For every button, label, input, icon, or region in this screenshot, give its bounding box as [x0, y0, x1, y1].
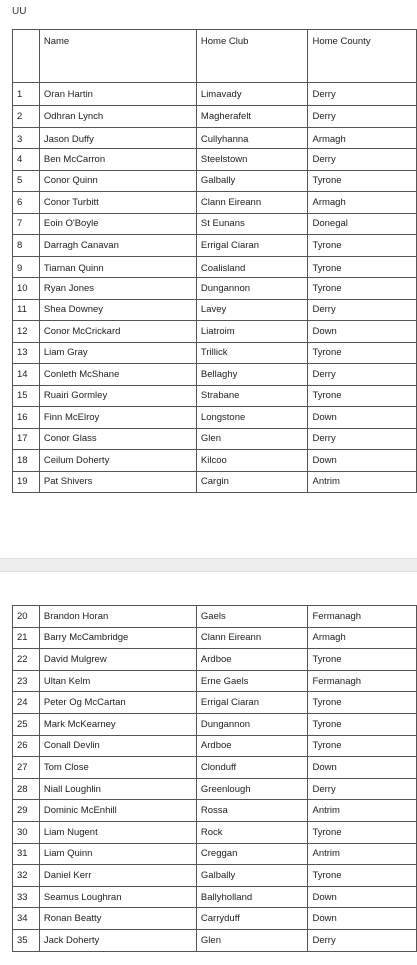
table-row	[13, 843, 417, 865]
player-number: 7	[13, 213, 40, 235]
home-county: Tyrone	[308, 649, 417, 671]
home-county: Derry	[308, 929, 417, 951]
table-row	[13, 213, 417, 235]
home-county: Derry	[308, 149, 417, 171]
home-club: Trillick	[196, 342, 308, 364]
player-name: Jason Duffy	[39, 127, 196, 149]
home-club: Creggan	[196, 843, 308, 865]
home-county: Tyrone	[308, 865, 417, 887]
table-row	[13, 929, 417, 951]
table-row	[13, 606, 417, 628]
player-name: Conor Turbitt	[39, 192, 196, 214]
player-name: Shea Downey	[39, 299, 196, 321]
player-name: Jack Doherty	[39, 929, 196, 951]
home-county: Down	[308, 321, 417, 343]
header-home-club: Home Club	[196, 30, 308, 83]
table-row	[13, 235, 417, 257]
player-name: Liam Gray	[39, 342, 196, 364]
player-number: 25	[13, 713, 40, 735]
player-number: 30	[13, 821, 40, 843]
home-club: Errigal Ciaran	[196, 235, 308, 257]
player-name: Mark McKearney	[39, 713, 196, 735]
player-name: Daniel Kerr	[39, 865, 196, 887]
table-row	[13, 385, 417, 407]
player-name: Tom Close	[39, 757, 196, 779]
table-row	[13, 692, 417, 714]
home-county: Down	[308, 886, 417, 908]
table-row	[13, 106, 417, 128]
player-name: Conall Devlin	[39, 735, 196, 757]
table-row	[13, 627, 417, 649]
home-club: Clonduff	[196, 757, 308, 779]
home-club: Ardboe	[196, 735, 308, 757]
home-county: Derry	[308, 428, 417, 450]
player-number: 22	[13, 649, 40, 671]
table-row	[13, 649, 417, 671]
table-row	[13, 778, 417, 800]
table-row	[13, 149, 417, 171]
home-county: Antrim	[308, 471, 417, 493]
player-number: 20	[13, 606, 40, 628]
home-club: Bellaghy	[196, 364, 308, 386]
home-county: Derry	[308, 299, 417, 321]
home-county: Antrim	[308, 800, 417, 822]
home-club: Lavey	[196, 299, 308, 321]
table-row	[13, 800, 417, 822]
home-club: Longstone	[196, 407, 308, 429]
player-number: 14	[13, 364, 40, 386]
table-row	[13, 865, 417, 887]
home-county: Tyrone	[308, 170, 417, 192]
player-name: Ceilum Doherty	[39, 450, 196, 472]
home-county: Armagh	[308, 192, 417, 214]
player-number: 3	[13, 127, 40, 149]
table-row	[13, 83, 417, 106]
home-county: Derry	[308, 778, 417, 800]
player-name: Barry McCambridge	[39, 627, 196, 649]
table-row	[13, 342, 417, 364]
player-number: 17	[13, 428, 40, 450]
player-number: 12	[13, 321, 40, 343]
home-club: Dungannon	[196, 278, 308, 300]
table-row	[13, 471, 417, 493]
table-row	[13, 908, 417, 930]
player-name: Brandon Horan	[39, 606, 196, 628]
table-row	[13, 821, 417, 843]
home-county: Tyrone	[308, 342, 417, 364]
player-number: 28	[13, 778, 40, 800]
player-name: Peter Og McCartan	[39, 692, 196, 714]
home-club: Glen	[196, 929, 308, 951]
table-body-page-2	[13, 606, 417, 952]
player-number: 1	[13, 83, 40, 106]
home-county: Fermanagh	[308, 670, 417, 692]
player-name: Finn McElroy	[39, 407, 196, 429]
home-county: Down	[308, 450, 417, 472]
header-number	[13, 30, 40, 83]
header-name: Name	[39, 30, 196, 83]
home-county: Down	[308, 407, 417, 429]
home-county: Down	[308, 908, 417, 930]
home-county: Tyrone	[308, 256, 417, 278]
home-club: Steelstown	[196, 149, 308, 171]
home-club: Liatroim	[196, 321, 308, 343]
player-name: David Mulgrew	[39, 649, 196, 671]
home-club: Errigal Ciaran	[196, 692, 308, 714]
player-name: Dominic McEnhill	[39, 800, 196, 822]
table-row	[13, 127, 417, 149]
home-club: Erne Gaels	[196, 670, 308, 692]
table-row	[13, 886, 417, 908]
home-county: Tyrone	[308, 713, 417, 735]
table-row	[13, 256, 417, 278]
home-county: Tyrone	[308, 821, 417, 843]
home-club: Greenlough	[196, 778, 308, 800]
player-name: Conleth McShane	[39, 364, 196, 386]
squad-table-page-1	[12, 29, 417, 493]
player-number: 11	[13, 299, 40, 321]
player-name: Seamus Loughran	[39, 886, 196, 908]
home-club: Cullyhanna	[196, 127, 308, 149]
player-number: 4	[13, 149, 40, 171]
home-club: Kilcoo	[196, 450, 308, 472]
table-row	[13, 299, 417, 321]
player-number: 31	[13, 843, 40, 865]
table-row	[13, 170, 417, 192]
player-number: 16	[13, 407, 40, 429]
home-county: Armagh	[308, 127, 417, 149]
home-county: Antrim	[308, 843, 417, 865]
home-club: Rock	[196, 821, 308, 843]
home-club: Clann Eireann	[196, 627, 308, 649]
player-number: 32	[13, 865, 40, 887]
player-name: Conor Quinn	[39, 170, 196, 192]
home-county: Down	[308, 757, 417, 779]
home-club: Dungannon	[196, 713, 308, 735]
home-club: Galbally	[196, 865, 308, 887]
player-name: Liam Nugent	[39, 821, 196, 843]
home-club: Rossa	[196, 800, 308, 822]
table-row	[13, 428, 417, 450]
player-number: 13	[13, 342, 40, 364]
table-row	[13, 757, 417, 779]
player-name: Ryan Jones	[39, 278, 196, 300]
home-county: Derry	[308, 83, 417, 106]
player-number: 6	[13, 192, 40, 214]
home-club: Gaels	[196, 606, 308, 628]
player-name: Darragh Canavan	[39, 235, 196, 257]
player-number: 35	[13, 929, 40, 951]
page-label: UU	[12, 6, 27, 17]
home-club: Magherafelt	[196, 106, 308, 128]
home-club: Glen	[196, 428, 308, 450]
home-club: Carryduff	[196, 908, 308, 930]
home-club: Coalisland	[196, 256, 308, 278]
page-break	[0, 558, 417, 572]
player-name: Ruairi Gormley	[39, 385, 196, 407]
home-club: St Eunans	[196, 213, 308, 235]
player-number: 27	[13, 757, 40, 779]
player-number: 10	[13, 278, 40, 300]
home-county: Tyrone	[308, 692, 417, 714]
player-number: 33	[13, 886, 40, 908]
player-number: 29	[13, 800, 40, 822]
table-row	[13, 713, 417, 735]
header-home-county: Home County	[308, 30, 417, 83]
home-county: Tyrone	[308, 385, 417, 407]
player-name: Eoin O'Boyle	[39, 213, 196, 235]
player-name: Ben McCarron	[39, 149, 196, 171]
home-county: Tyrone	[308, 735, 417, 757]
player-number: 34	[13, 908, 40, 930]
player-number: 9	[13, 256, 40, 278]
player-number: 2	[13, 106, 40, 128]
home-county: Tyrone	[308, 278, 417, 300]
table-row	[13, 670, 417, 692]
table-body-page-1	[13, 83, 417, 493]
player-number: 23	[13, 670, 40, 692]
player-name: Odhran Lynch	[39, 106, 196, 128]
home-county: Fermanagh	[308, 606, 417, 628]
home-club: Ardboe	[196, 649, 308, 671]
home-county: Donegal	[308, 213, 417, 235]
player-number: 26	[13, 735, 40, 757]
table-row	[13, 278, 417, 300]
table-row	[13, 407, 417, 429]
home-club: Ballyholland	[196, 886, 308, 908]
home-county: Tyrone	[308, 235, 417, 257]
player-number: 5	[13, 170, 40, 192]
table-row	[13, 735, 417, 757]
player-number: 15	[13, 385, 40, 407]
home-club: Limavady	[196, 83, 308, 106]
table-row	[13, 364, 417, 386]
player-name: Ultan Kelm	[39, 670, 196, 692]
player-name: Liam Quinn	[39, 843, 196, 865]
home-club: Clann Eireann	[196, 192, 308, 214]
player-number: 18	[13, 450, 40, 472]
home-county: Armagh	[308, 627, 417, 649]
home-county: Derry	[308, 364, 417, 386]
table-row	[13, 450, 417, 472]
player-number: 19	[13, 471, 40, 493]
player-name: Pat Shivers	[39, 471, 196, 493]
player-number: 8	[13, 235, 40, 257]
squad-table-page-2	[12, 605, 417, 952]
player-name: Conor Glass	[39, 428, 196, 450]
player-number: 24	[13, 692, 40, 714]
player-name: Conor McCrickard	[39, 321, 196, 343]
player-name: Ronan Beatty	[39, 908, 196, 930]
player-number: 21	[13, 627, 40, 649]
home-club: Galbally	[196, 170, 308, 192]
table-header-row	[13, 30, 417, 83]
home-club: Strabane	[196, 385, 308, 407]
player-name: Niall Loughlin	[39, 778, 196, 800]
table-row	[13, 192, 417, 214]
table-row	[13, 321, 417, 343]
home-club: Cargin	[196, 471, 308, 493]
player-name: Tiarnan Quinn	[39, 256, 196, 278]
home-county: Derry	[308, 106, 417, 128]
player-name: Oran Hartin	[39, 83, 196, 106]
